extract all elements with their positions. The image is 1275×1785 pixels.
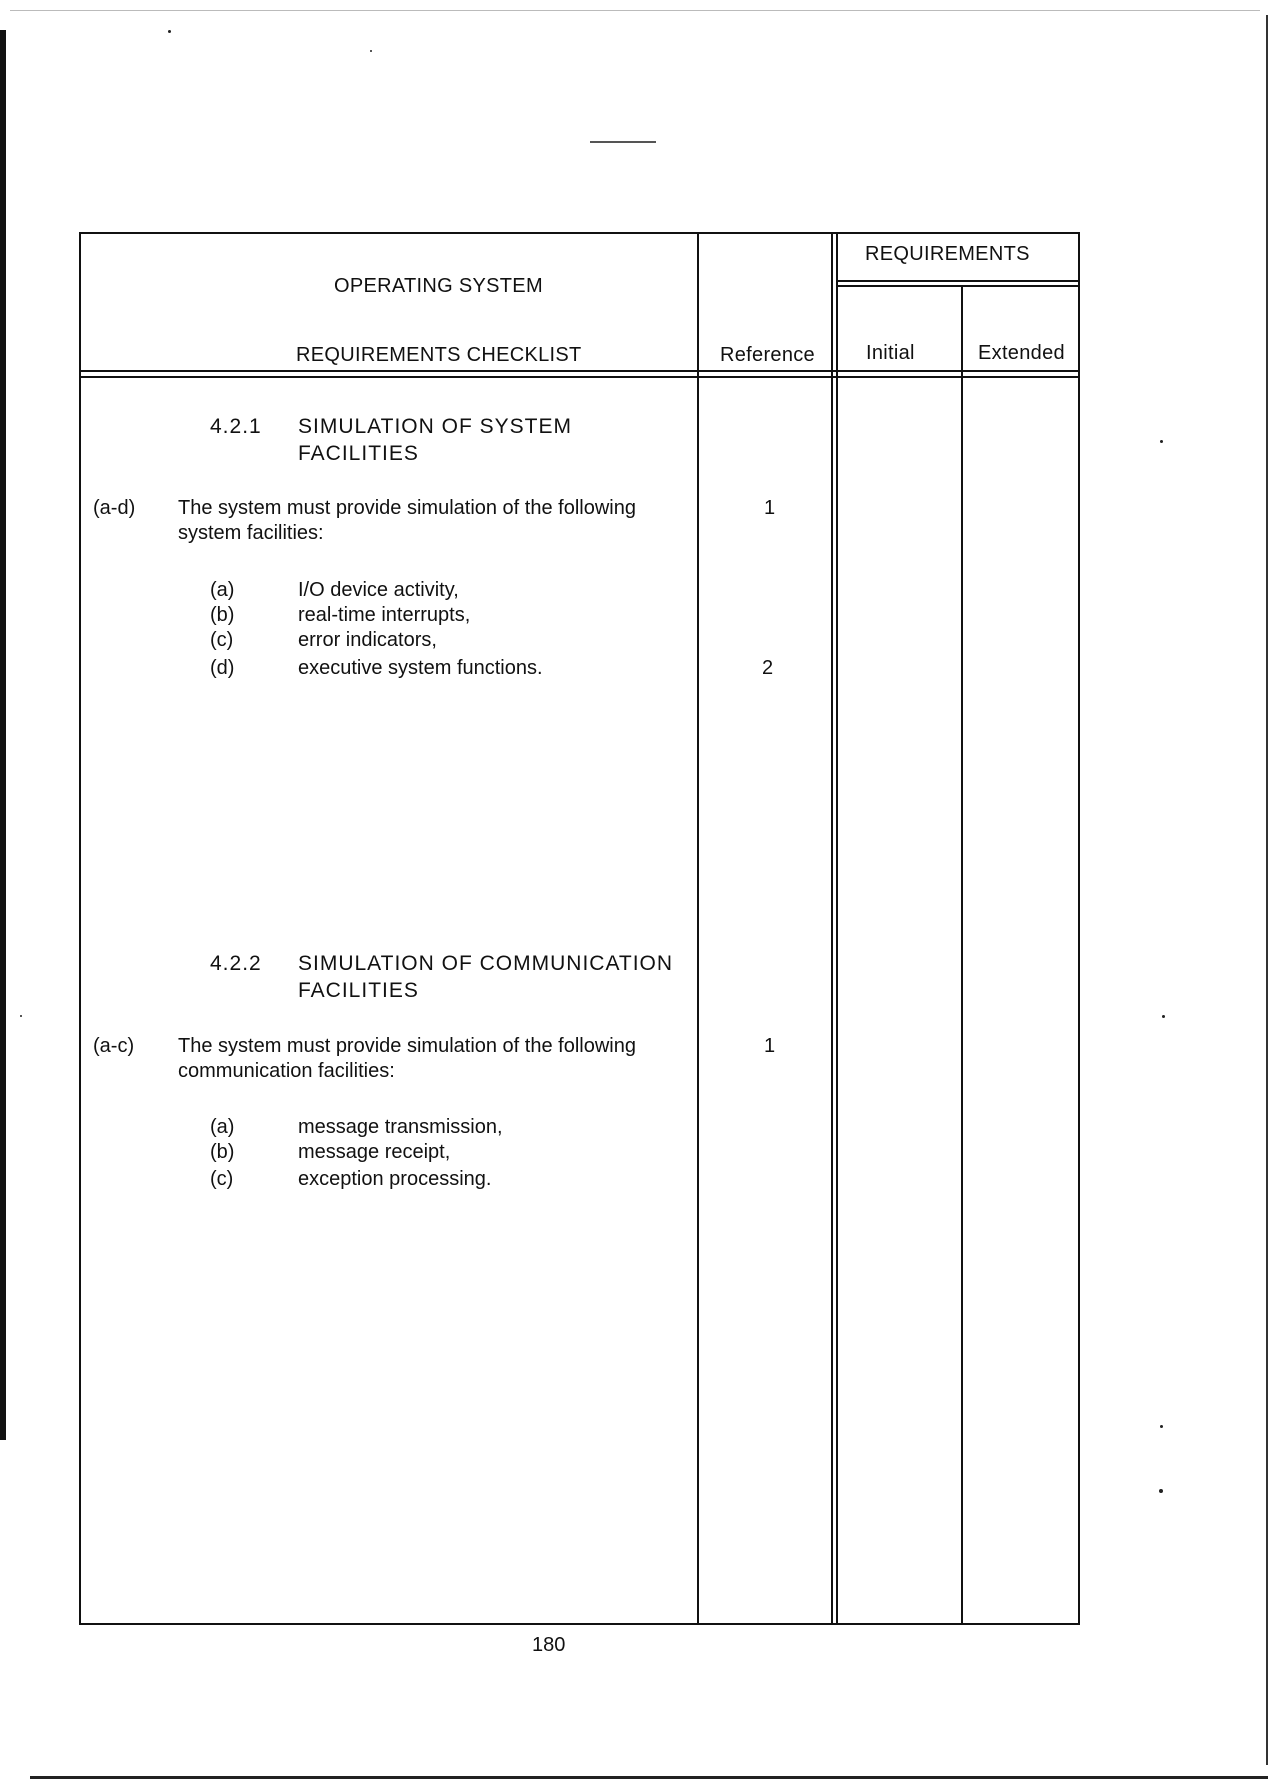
- item-description: The system must provide simulation of the following: [178, 1035, 636, 1057]
- list-item-text: message receipt,: [298, 1141, 451, 1163]
- item-description: system facilities:: [178, 522, 324, 544]
- scan-edge-bottom: [30, 1776, 1268, 1779]
- list-item-text: I/O device activity,: [298, 579, 459, 601]
- header-initial: Initial: [866, 342, 915, 364]
- scan-speck: [168, 30, 171, 33]
- list-item-text: message transmission,: [298, 1116, 503, 1138]
- col-rule-reference-right-a: [831, 234, 833, 1623]
- scan-edge-right: [1266, 15, 1268, 1765]
- list-item-text: real-time interrupts,: [298, 604, 471, 626]
- reference-value: 2: [762, 657, 774, 679]
- reference-value: 1: [764, 497, 776, 519]
- scan-speck: [1159, 1489, 1163, 1493]
- header-rule-b: [81, 376, 1078, 378]
- header-title-line1: OPERATING SYSTEM: [334, 275, 543, 297]
- list-item-text: exception processing.: [298, 1168, 492, 1190]
- item-description: communication facilities:: [178, 1060, 395, 1082]
- checklist-table: [79, 232, 1080, 1625]
- scan-dash: [590, 141, 656, 143]
- requirements-rule-b: [838, 285, 1078, 287]
- section-title: FACILITIES: [298, 442, 419, 465]
- list-item-label: (c): [210, 1168, 234, 1190]
- header-rule-a: [81, 370, 1078, 372]
- scan-speck: [1160, 1425, 1163, 1428]
- scan-speck: [20, 1015, 22, 1017]
- list-item-text: error indicators,: [298, 629, 437, 651]
- item-description: The system must provide simulation of the following: [178, 497, 636, 519]
- scan-speck: [1160, 440, 1163, 443]
- page-number: 180: [532, 1634, 566, 1656]
- list-item-label: (c): [210, 629, 234, 651]
- section-number: 4.2.1: [210, 415, 262, 438]
- list-item-label: (a): [210, 579, 235, 601]
- scan-edge-top: [10, 10, 1260, 11]
- col-rule-reference-left: [697, 234, 699, 1623]
- list-item-label: (b): [210, 604, 235, 626]
- header-extended: Extended: [978, 342, 1065, 364]
- section-number: 4.2.2: [210, 952, 262, 975]
- item-range: (a-d): [93, 497, 136, 519]
- header-title-line2: REQUIREMENTS CHECKLIST: [296, 344, 582, 366]
- section-title: SIMULATION OF SYSTEM: [298, 415, 572, 438]
- scan-speck: [1162, 1015, 1165, 1018]
- header-reference: Reference: [720, 344, 815, 366]
- section-title: SIMULATION OF COMMUNICATION: [298, 952, 674, 975]
- header-requirements: REQUIREMENTS: [865, 243, 1030, 265]
- requirements-rule-a: [838, 280, 1078, 282]
- scan-edge-left: [0, 30, 6, 1440]
- col-rule-reference-right-b: [836, 234, 838, 1623]
- section-title: FACILITIES: [298, 979, 419, 1002]
- col-rule-initial-extended: [961, 286, 963, 1623]
- list-item-label: (b): [210, 1141, 235, 1163]
- list-item-label: (d): [210, 657, 235, 679]
- scan-speck: [370, 50, 372, 52]
- reference-value: 1: [764, 1035, 776, 1057]
- list-item-text: executive system functions.: [298, 657, 543, 679]
- list-item-label: (a): [210, 1116, 235, 1138]
- item-range: (a-c): [93, 1035, 135, 1057]
